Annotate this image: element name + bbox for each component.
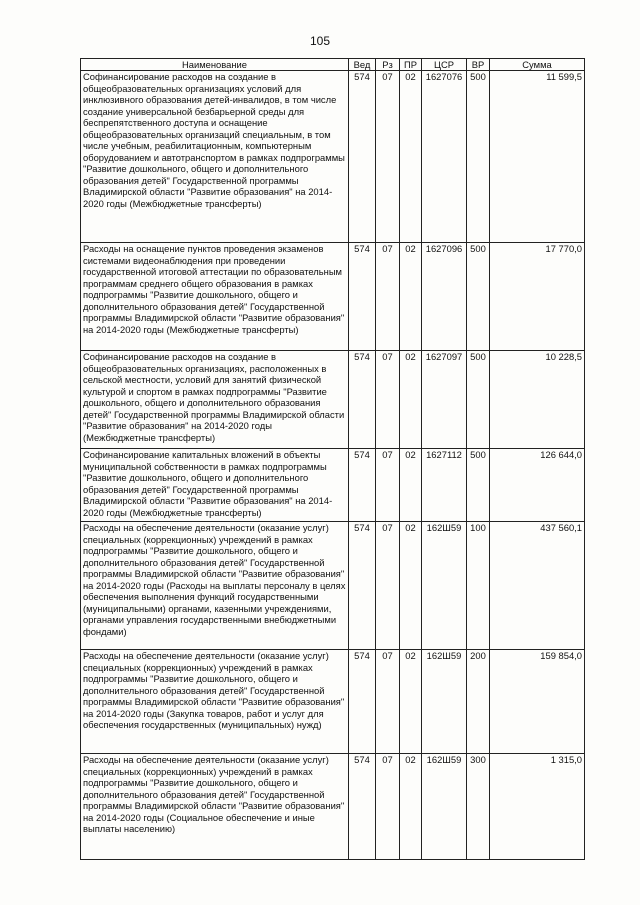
row-ved: 574 <box>349 449 376 522</box>
row-name: Расходы на обеспечение деятельности (оказание услуг) специальных (коррекционных) учреждений в рамках подпрограммы "Развитие дошкольного, общего и дополнительного образования детей" Государственной программы Владимирской области "Развитие образования" на 2014-2020 годы (Закупка товаров, работ и услуг для обеспечения государственных (муниципальных) нужд) <box>81 650 349 754</box>
row-vr: 500 <box>467 351 490 449</box>
table-header-row <box>81 59 585 71</box>
row-name: Расходы на обеспечение деятельности (оказание услуг) специальных (коррекционных) учреждений в рамках подпрограммы "Развитие дошкольного, общего и дополнительного образования детей" Государственной программы Владимирской области "Развитие образования" на 2014-2020 годы (Социальное обеспечение и иные выплаты населению) <box>81 754 349 860</box>
row-pr: 02 <box>400 650 422 754</box>
row-vr: 200 <box>467 650 490 754</box>
row-pr: 02 <box>400 71 422 243</box>
row-rz: 07 <box>376 449 400 522</box>
row-csr: 1627096 <box>422 243 467 351</box>
budget-table <box>80 58 585 860</box>
header-vr: ВР <box>467 59 490 71</box>
row-pr: 02 <box>400 754 422 860</box>
table-row <box>81 243 585 351</box>
row-rz: 07 <box>376 754 400 860</box>
table-row <box>81 71 585 243</box>
row-pr: 02 <box>400 243 422 351</box>
row-vr: 500 <box>467 71 490 243</box>
row-csr: 1627097 <box>422 351 467 449</box>
row-pr: 02 <box>400 449 422 522</box>
row-ved: 574 <box>349 351 376 449</box>
row-ved: 574 <box>349 650 376 754</box>
row-sum: 126 644,0 <box>490 449 585 522</box>
header-name: Наименование <box>81 59 349 71</box>
row-name: Софинансирование расходов на создание в общеобразовательных организациях, расположенных в сельской местности, условий для занятий физической культурой и спортом в рамках подпрограммы "Развитие дошкольного, общего и дополнительного образования детей" Государственной программы Владимирской области "Развитие образования" на 2014-2020 годы (Межбюджетные трансферты) <box>81 351 349 449</box>
row-ved: 574 <box>349 522 376 650</box>
row-rz: 07 <box>376 351 400 449</box>
row-sum: 11 599,5 <box>490 71 585 243</box>
header-csr: ЦСР <box>422 59 467 71</box>
row-sum: 437 560,1 <box>490 522 585 650</box>
row-rz: 07 <box>376 522 400 650</box>
header-rz: Рз <box>376 59 400 71</box>
row-sum: 1 315,0 <box>490 754 585 860</box>
row-csr: 162Ш59 <box>422 754 467 860</box>
row-rz: 07 <box>376 243 400 351</box>
row-csr: 162Ш59 <box>422 650 467 754</box>
row-csr: 162Ш59 <box>422 522 467 650</box>
row-ved: 574 <box>349 243 376 351</box>
table-row <box>81 522 585 650</box>
row-sum: 10 228,5 <box>490 351 585 449</box>
page-number: 105 <box>309 34 331 48</box>
row-csr: 1627112 <box>422 449 467 522</box>
table-row <box>81 449 585 522</box>
header-sum: Сумма <box>490 59 585 71</box>
row-ved: 574 <box>349 754 376 860</box>
table-row <box>81 351 585 449</box>
table-row <box>81 650 585 754</box>
row-vr: 300 <box>467 754 490 860</box>
row-pr: 02 <box>400 522 422 650</box>
row-csr: 1627076 <box>422 71 467 243</box>
table-row <box>81 754 585 860</box>
header-ved: Вед <box>349 59 376 71</box>
row-rz: 07 <box>376 650 400 754</box>
row-sum: 159 854,0 <box>490 650 585 754</box>
header-pr: ПР <box>400 59 422 71</box>
row-vr: 500 <box>467 243 490 351</box>
row-sum: 17 770,0 <box>490 243 585 351</box>
row-name: Расходы на оснащение пунктов проведения экзаменов системами видеонаблюдения при проведении государственной итоговой аттестации по образовательным программам среднего общего образования в рамках подпрограммы "Развитие дошкольного, общего и дополнительного образования детей" Государственной программы Владимирской области "Развитие образования" на 2014-2020 годы (Межбюджетные трансферты) <box>81 243 349 351</box>
row-name: Софинансирование капитальных вложений в объекты муниципальной собственности в рамках подпрограммы "Развитие дошкольного, общего и дополнительного образования детей" Государственной программы Владимирской области "Развитие образования" на 2014-2020 годы (Межбюджетные трансферты) <box>81 449 349 522</box>
row-vr: 100 <box>467 522 490 650</box>
row-name: Расходы на обеспечение деятельности (оказание услуг) специальных (коррекционных) учреждений в рамках подпрограммы "Развитие дошкольного, общего и дополнительного образования детей" Государственной программы Владимирской области "Развитие образования" на 2014-2020 годы (Расходы на выплаты персоналу в целях обеспечения выполнения функций государственными (муниципальными) органами, казенными учреждениями, органами управления государственными внебюджетными фондами) <box>81 522 349 650</box>
row-name: Софинансирование расходов на создание в общеобразовательных организациях условий для инклюзивного образования детей-инвалидов, в том числе создание универсальной безбарьерной среды для беспрепятственного доступа и оснащение общеобразовательных организаций специальным, в том числе учебным, реабилитационным, компьютерным оборудованием и автотранспортом в рамках подпрограммы "Развитие дошкольного, общего и дополнительного образования детей" Государственной программы Владимирской области "Развитие образования" на 2014-2020 годы (Межбюджетные трансферты) <box>81 71 349 243</box>
row-rz: 07 <box>376 71 400 243</box>
row-vr: 500 <box>467 449 490 522</box>
row-pr: 02 <box>400 351 422 449</box>
row-ved: 574 <box>349 71 376 243</box>
